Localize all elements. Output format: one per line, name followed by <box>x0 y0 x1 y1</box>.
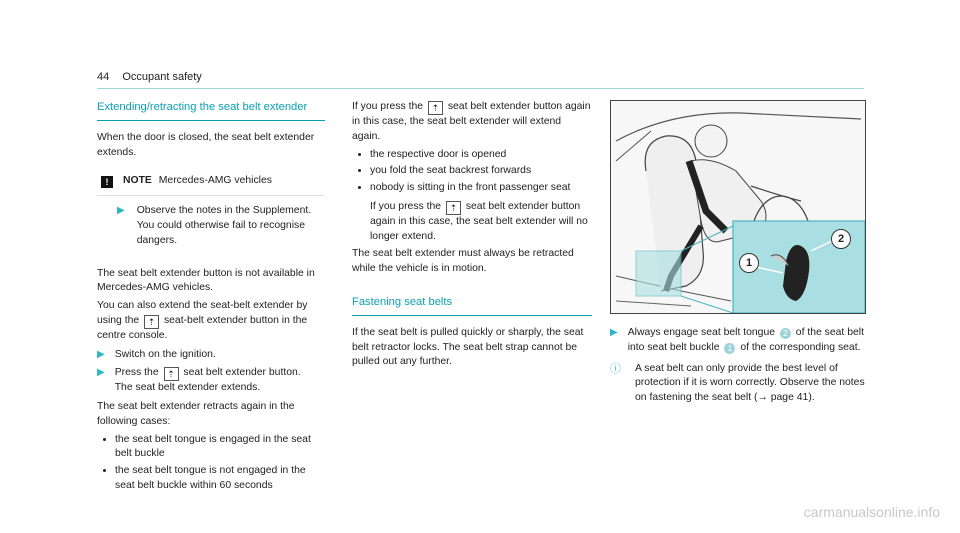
amg-note: The seat belt extender button is not available in Mercedes-AMG vehicles. <box>97 267 315 294</box>
extender-intro: When the door is closed, the seat belt extender extends. <box>97 131 315 158</box>
seat-belt-extender-icon: ⇡ <box>428 101 443 115</box>
extend-hint: You can also extend the seat-belt extender by using the ⇡ seat-belt extender button in the centre console. <box>97 300 308 341</box>
note-text: Observe the notes in the Supplement. You could otherwise fail to recognise dangers. <box>136 205 312 246</box>
list-item: • nobody is sitting in the front passenger seat <box>370 181 592 196</box>
callout-1: 1 <box>739 253 759 273</box>
header-rule <box>97 88 864 89</box>
step-2: ▶ Press the ⇡ seat belt extender button. The seat belt extender extends. <box>97 366 325 396</box>
note-label-suffix: Mercedes-AMG vehicles <box>158 175 272 187</box>
callout-ref-2: 2 <box>780 328 791 339</box>
page-number: 44 <box>97 71 110 83</box>
step-2-result: The seat belt extender extends. <box>114 382 261 394</box>
fastening-text: If the seat belt is pulled quickly or sharply, the seat belt retractor locks. The seat belt strap cannot be pulled out any further. <box>352 326 584 368</box>
info-icon: ⓘ <box>610 362 621 375</box>
info-box: ⓘ A seat belt can only provide the best level of protection if it is worn correctly. Observe the notes on fastening the seat belt (→ page 41). <box>610 362 865 406</box>
retract-list <box>97 433 325 494</box>
step-arrow-icon: ▶ <box>117 205 125 217</box>
warning-icon: ! <box>101 176 113 188</box>
retract-cases: The seat belt extender retracts again in the following cases: <box>97 401 295 427</box>
extender-heading: Extending/retracting the seat belt extender <box>97 100 325 121</box>
seat-belt-extender-icon: ⇡ <box>446 201 461 215</box>
column-3 <box>610 322 865 406</box>
column-1 <box>97 100 325 498</box>
list-item: • you fold the seat backrest forwards <box>370 164 592 179</box>
section-title: Occupant safety <box>122 71 202 83</box>
list-item: • the respective door is opened <box>370 148 592 163</box>
list-item: • the seat belt tongue is not engaged in the seat belt buckle within 60 seconds <box>115 464 325 494</box>
step-1: ▶ Switch on the ignition. <box>97 348 325 363</box>
page-reference-link[interactable]: → page 41 <box>757 392 809 404</box>
step-fasten: ▶ Always engage seat belt tongue 2 of the seat belt into seat belt buckle 1 of the corresponding seat. <box>610 326 865 356</box>
seat-belt-illustration <box>610 100 866 314</box>
retract-list-2 <box>352 148 592 196</box>
column-2 <box>352 100 592 373</box>
press-again-2: If you press the ⇡ seat belt extender button again in this case, the seat belt extender will no longer extend. <box>370 200 588 242</box>
callout-ref-1: 1 <box>724 343 735 354</box>
list-item: • the seat belt tongue is engaged in the seat belt buckle <box>115 433 325 463</box>
motion-note: The seat belt extender must always be retracted while the vehicle is in motion. <box>352 248 574 275</box>
note-box <box>97 168 325 256</box>
note-label: NOTE <box>123 175 152 187</box>
fastening-heading: Fastening seat belts <box>352 295 592 316</box>
watermark: carmanualsonline.info <box>803 504 940 521</box>
callout-2: 2 <box>831 229 851 249</box>
press-again-1: If you press the ⇡ seat belt extender button again in this case, the seat belt extender will extend again. <box>352 101 591 142</box>
car-interior-drawing <box>611 101 865 313</box>
step-arrow-icon: ▶ <box>610 327 618 338</box>
seat-belt-extender-icon: ⇡ <box>164 367 179 381</box>
step-arrow-icon: ▶ <box>97 348 105 360</box>
step-arrow-icon: ▶ <box>97 367 105 379</box>
seat-belt-extender-icon: ⇡ <box>144 315 159 329</box>
